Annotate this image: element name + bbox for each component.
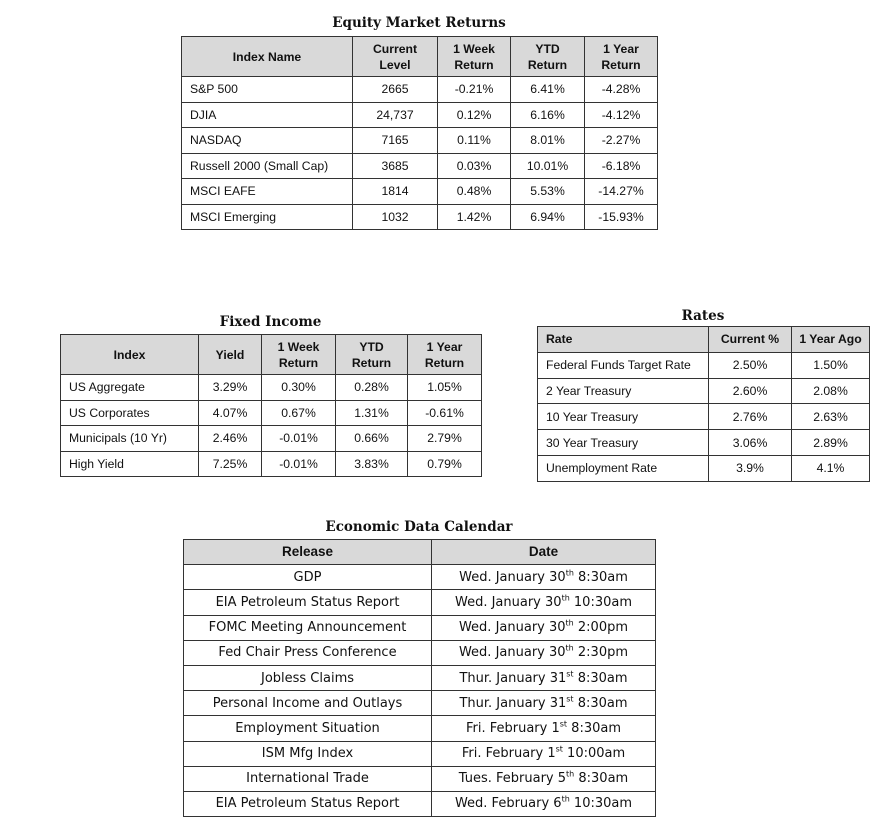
row-label-cell: S&P 500 bbox=[182, 77, 353, 103]
value-cell: 2.76% bbox=[709, 404, 792, 430]
value-cell: 2.08% bbox=[792, 378, 870, 404]
table-row bbox=[184, 640, 656, 665]
value-cell: 6.41% bbox=[511, 77, 585, 103]
rates-table bbox=[537, 326, 870, 482]
calendar-title: Economic Data Calendar bbox=[325, 519, 513, 535]
value-cell: 3.9% bbox=[709, 455, 792, 481]
value-cell: 1.50% bbox=[792, 352, 870, 378]
date-text: Wed. January 30 bbox=[458, 645, 566, 661]
date-cell bbox=[432, 716, 656, 741]
value-cell: 7165 bbox=[353, 128, 438, 154]
value-cell: 2.60% bbox=[709, 378, 792, 404]
table-row bbox=[184, 716, 656, 741]
equity-header-row bbox=[182, 37, 658, 77]
value-cell: 10.01% bbox=[511, 153, 585, 179]
value-cell: 0.28% bbox=[336, 375, 408, 401]
column-header: 1 Year Return bbox=[585, 37, 658, 77]
table-row bbox=[184, 741, 656, 766]
table-row bbox=[184, 615, 656, 640]
table-row bbox=[182, 179, 658, 205]
row-label-cell: 30 Year Treasury bbox=[538, 430, 709, 456]
column-header: Current Level bbox=[353, 37, 438, 77]
column-header: Index Name bbox=[182, 37, 353, 77]
time-text: 8:30am bbox=[574, 771, 629, 787]
column-header: 1 Week Return bbox=[262, 335, 336, 375]
date-cell bbox=[432, 691, 656, 716]
value-cell: 1.31% bbox=[336, 400, 408, 426]
value-cell: -14.27% bbox=[585, 179, 658, 205]
date-text: Tues. February 5 bbox=[458, 771, 567, 787]
release-cell: FOMC Meeting Announcement bbox=[184, 615, 432, 640]
column-header: 1 Year Return bbox=[408, 335, 482, 375]
time-text: 10:30am bbox=[569, 594, 633, 610]
row-label-cell: MSCI EAFE bbox=[182, 179, 353, 205]
table-row bbox=[184, 766, 656, 791]
row-label-cell: 10 Year Treasury bbox=[538, 404, 709, 430]
value-cell: 0.79% bbox=[408, 451, 482, 477]
value-cell: 4.1% bbox=[792, 455, 870, 481]
value-cell: 0.30% bbox=[262, 375, 336, 401]
value-cell: 2.63% bbox=[792, 404, 870, 430]
date-text: Thur. January 31 bbox=[459, 670, 567, 686]
time-text: 8:30am bbox=[573, 670, 628, 686]
value-cell: 1.42% bbox=[438, 204, 511, 230]
time-text: 10:00am bbox=[562, 746, 626, 762]
time-text: 2:30pm bbox=[573, 645, 629, 661]
row-label-cell: 2 Year Treasury bbox=[538, 378, 709, 404]
table-row bbox=[184, 565, 656, 590]
value-cell: -2.27% bbox=[585, 128, 658, 154]
value-cell: 1032 bbox=[353, 204, 438, 230]
value-cell: 0.12% bbox=[438, 102, 511, 128]
date-text: Fri. February 1 bbox=[461, 746, 556, 762]
date-cell bbox=[432, 791, 656, 816]
time-text: 10:30am bbox=[569, 796, 633, 812]
value-cell: 8.01% bbox=[511, 128, 585, 154]
value-cell: 0.11% bbox=[438, 128, 511, 154]
value-cell: 2.50% bbox=[709, 352, 792, 378]
date-text: Wed. February 6 bbox=[454, 796, 562, 812]
time-text: 8:30am bbox=[573, 569, 628, 585]
release-cell: International Trade bbox=[184, 766, 432, 791]
row-label-cell: Unemployment Rate bbox=[538, 455, 709, 481]
row-label-cell: MSCI Emerging bbox=[182, 204, 353, 230]
release-cell: EIA Petroleum Status Report bbox=[184, 590, 432, 615]
value-cell: 7.25% bbox=[199, 451, 262, 477]
date-cell bbox=[432, 741, 656, 766]
column-header: 1 Week Return bbox=[438, 37, 511, 77]
release-cell: Employment Situation bbox=[184, 716, 432, 741]
value-cell: -0.01% bbox=[262, 451, 336, 477]
equity-title: Equity Market Returns bbox=[332, 15, 506, 31]
date-text: Wed. January 30 bbox=[459, 569, 566, 585]
fixed-header-row bbox=[61, 335, 482, 375]
table-row bbox=[182, 204, 658, 230]
fixed-income-title: Fixed Income bbox=[219, 314, 322, 330]
ordinal-suffix: st bbox=[559, 719, 568, 729]
release-cell: ISM Mfg Index bbox=[184, 741, 432, 766]
ordinal-suffix: st bbox=[566, 669, 574, 679]
ordinal-suffix: th bbox=[565, 618, 574, 628]
value-cell: 3.29% bbox=[199, 375, 262, 401]
value-cell: 5.53% bbox=[511, 179, 585, 205]
table-row bbox=[61, 426, 482, 452]
row-label-cell: Russell 2000 (Small Cap) bbox=[182, 153, 353, 179]
value-cell: -0.61% bbox=[408, 400, 482, 426]
row-label-cell: NASDAQ bbox=[182, 128, 353, 154]
value-cell: 6.16% bbox=[511, 102, 585, 128]
table-row bbox=[538, 404, 870, 430]
calendar-table bbox=[183, 539, 656, 817]
table-row bbox=[184, 665, 656, 690]
ordinal-suffix: th bbox=[561, 593, 570, 603]
value-cell: -0.21% bbox=[438, 77, 511, 103]
table-row bbox=[184, 691, 656, 716]
table-row bbox=[184, 791, 656, 816]
date-text: Wed. January 30 bbox=[458, 620, 566, 636]
value-cell: 1.05% bbox=[408, 375, 482, 401]
column-header: Release bbox=[184, 540, 432, 565]
ordinal-suffix: th bbox=[566, 769, 575, 779]
release-cell: GDP bbox=[184, 565, 432, 590]
row-label-cell: US Corporates bbox=[61, 400, 199, 426]
release-cell: Personal Income and Outlays bbox=[184, 691, 432, 716]
row-label-cell: DJIA bbox=[182, 102, 353, 128]
value-cell: 2.89% bbox=[792, 430, 870, 456]
ordinal-suffix: st bbox=[566, 694, 574, 704]
row-label-cell: Federal Funds Target Rate bbox=[538, 352, 709, 378]
date-cell bbox=[432, 640, 656, 665]
time-text: 8:30am bbox=[573, 695, 628, 711]
ordinal-suffix: st bbox=[555, 744, 563, 754]
value-cell: 1814 bbox=[353, 179, 438, 205]
value-cell: 2.79% bbox=[408, 426, 482, 452]
date-cell bbox=[432, 766, 656, 791]
date-text: Thur. January 31 bbox=[459, 695, 567, 711]
release-cell: EIA Petroleum Status Report bbox=[184, 791, 432, 816]
table-row bbox=[184, 590, 656, 615]
date-cell bbox=[432, 565, 656, 590]
column-header: 1 Year Ago bbox=[792, 327, 870, 353]
column-header: Date bbox=[432, 540, 656, 565]
fixed-income-table bbox=[60, 334, 482, 477]
table-row bbox=[538, 352, 870, 378]
release-cell: Fed Chair Press Conference bbox=[184, 640, 432, 665]
time-text: 8:30am bbox=[567, 720, 622, 736]
table-row bbox=[538, 378, 870, 404]
value-cell: 4.07% bbox=[199, 400, 262, 426]
value-cell: -4.28% bbox=[585, 77, 658, 103]
time-text: 2:00pm bbox=[573, 620, 629, 636]
table-row bbox=[61, 451, 482, 477]
value-cell: 24,737 bbox=[353, 102, 438, 128]
table-row bbox=[182, 128, 658, 154]
value-cell: 2665 bbox=[353, 77, 438, 103]
column-header: Current % bbox=[709, 327, 792, 353]
ordinal-suffix: th bbox=[565, 644, 574, 654]
value-cell: 3.06% bbox=[709, 430, 792, 456]
table-row bbox=[182, 153, 658, 179]
row-label-cell: High Yield bbox=[61, 451, 199, 477]
value-cell: -15.93% bbox=[585, 204, 658, 230]
column-header: Rate bbox=[538, 327, 709, 353]
table-row bbox=[538, 455, 870, 481]
column-header: Index bbox=[61, 335, 199, 375]
value-cell: 0.03% bbox=[438, 153, 511, 179]
value-cell: 3685 bbox=[353, 153, 438, 179]
date-cell bbox=[432, 615, 656, 640]
value-cell: 0.66% bbox=[336, 426, 408, 452]
row-label-cell: US Aggregate bbox=[61, 375, 199, 401]
date-cell bbox=[432, 590, 656, 615]
value-cell: 0.48% bbox=[438, 179, 511, 205]
value-cell: 2.46% bbox=[199, 426, 262, 452]
value-cell: -6.18% bbox=[585, 153, 658, 179]
date-cell bbox=[432, 665, 656, 690]
value-cell: 0.67% bbox=[262, 400, 336, 426]
ordinal-suffix: th bbox=[565, 568, 574, 578]
value-cell: -4.12% bbox=[585, 102, 658, 128]
table-row bbox=[61, 375, 482, 401]
column-header: YTD Return bbox=[336, 335, 408, 375]
calendar-header-row bbox=[184, 540, 656, 565]
ordinal-suffix: th bbox=[561, 795, 570, 805]
date-text: Wed. January 30 bbox=[454, 594, 562, 610]
table-row bbox=[182, 77, 658, 103]
table-row bbox=[538, 430, 870, 456]
table-row bbox=[182, 102, 658, 128]
row-label-cell: Municipals (10 Yr) bbox=[61, 426, 199, 452]
rates-title: Rates bbox=[681, 308, 725, 324]
date-text: Fri. February 1 bbox=[465, 720, 560, 736]
value-cell: 3.83% bbox=[336, 451, 408, 477]
column-header: Yield bbox=[199, 335, 262, 375]
column-header: YTD Return bbox=[511, 37, 585, 77]
equity-table bbox=[181, 36, 658, 230]
table-row bbox=[61, 400, 482, 426]
value-cell: 6.94% bbox=[511, 204, 585, 230]
value-cell: -0.01% bbox=[262, 426, 336, 452]
rates-header-row bbox=[538, 327, 870, 353]
release-cell: Jobless Claims bbox=[184, 665, 432, 690]
